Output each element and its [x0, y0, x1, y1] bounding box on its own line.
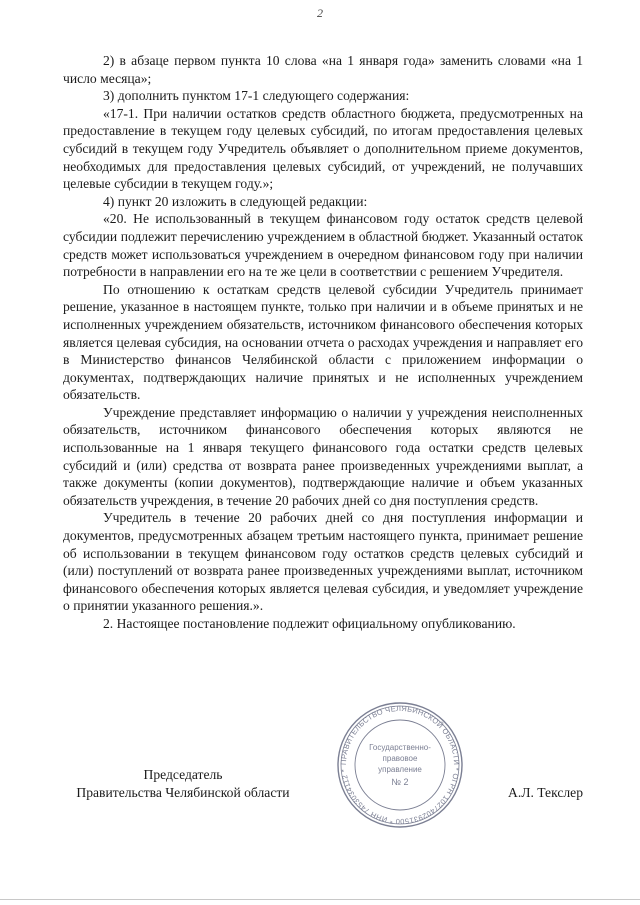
paragraph-amend-item-3: 3) дополнить пунктом 17-1 следующего содержания: — [103, 88, 410, 104]
seal-ring-text: ПРАВИТЕЛЬСТВО ЧЕЛЯБИНСКОЙ ОБЛАСТИ * ОГРН 1027402931500 * ИНН 7453034112 * — [338, 703, 462, 827]
scan-edge-line — [0, 899, 640, 900]
paragraph-balances-decision: По отношению к остаткам средств целевой субсидии Учредитель принимает решение, указанное в настоящем пункте, только при наличии и в объеме принятых и не исполненных учреждением обязательств, источником финансового обеспечения которых является целевая субсидия, на основании отчета о расходах учреждения и направляет его в Министерство финансов Челябинской области с приложением информации о документах, подтверждающих наличие принятых и не исполненных учреждением обязательств. — [63, 281, 583, 403]
signatory-title — [63, 766, 303, 801]
paragraph-clause-17-1: «17-1. При наличии остатков средств областного бюджета, предусмотренных на предоставление в текущем году целевых субсидий, по итогам предоставления целевых субсидий в текущем году Учредитель объявляет о дополнительном приеме документов, необходимых для предоставления целевых субсидий, от учреждений, не получавших целевые субсидии в текущем году.»; — [63, 105, 583, 192]
seal-center-line-2: правовое — [382, 754, 418, 763]
paragraph-clause-20: «20. Не использованный в текущем финансовом году остаток средств целевой субсидии подлежит перечислению учреждением в областной бюджет. Указанный остаток средств может использоваться учреждением в очередном финансовом году при наличии потребности в направлении его на те же цели в соответствии с решением Учредителя. — [63, 211, 583, 280]
signatory-name: А.Л. Текслер — [508, 784, 583, 800]
document-body — [63, 52, 583, 633]
paragraph-institution-info: Учреждение представляет информацию о наличии у учреждения неисполненных обязательств, источником финансового обеспечения которых являются не использованные на 1 января текущего финансового года остатки средств целевых субсидий и (или) средства от возврата ранее произведенных учреждениями выплат, а также документы (копии документов), подтверждающие наличие и объем указанных обязательств учреждения, в течение 20 рабочих дней со дня поступления средств. — [63, 404, 583, 508]
seal-center-line-1: Государственно- — [369, 743, 431, 752]
signature-block — [63, 766, 583, 806]
seal-center-line-3: управление — [378, 765, 422, 774]
paragraph-founder-decision: Учредитель в течение 20 рабочих дней со дня поступления информации и документов, предусмотренных абзацем третьим настоящего пункта, принимает решение об использовании в текущем финансовом году остатков средств целевых субсидий и (или) поступлений от возврата ранее произведенных учреждениями выплат, источником финансового обеспечения которых является целевая субсидия, и уведомляет учреждение о принятии указанного решения.». — [63, 510, 583, 614]
signatory-title-line-1: Председатель — [143, 767, 223, 782]
signatory-title-line-2: Правительства Челябинской области — [76, 784, 290, 800]
page-number: 2 — [317, 6, 323, 20]
paragraph-amend-item-2: 2) в абзаце первом пункта 10 слова «на 1 января года» заменить словами «на 1 число месяца»; — [63, 53, 583, 86]
paragraph-publication: 2. Настоящее постановление подлежит официальному опубликованию. — [103, 616, 516, 631]
paragraph-amend-item-4: 4) пункт 20 изложить в следующей редакции: — [103, 193, 368, 209]
official-seal — [335, 700, 465, 830]
seal-center-line-4: № 2 — [391, 777, 409, 787]
